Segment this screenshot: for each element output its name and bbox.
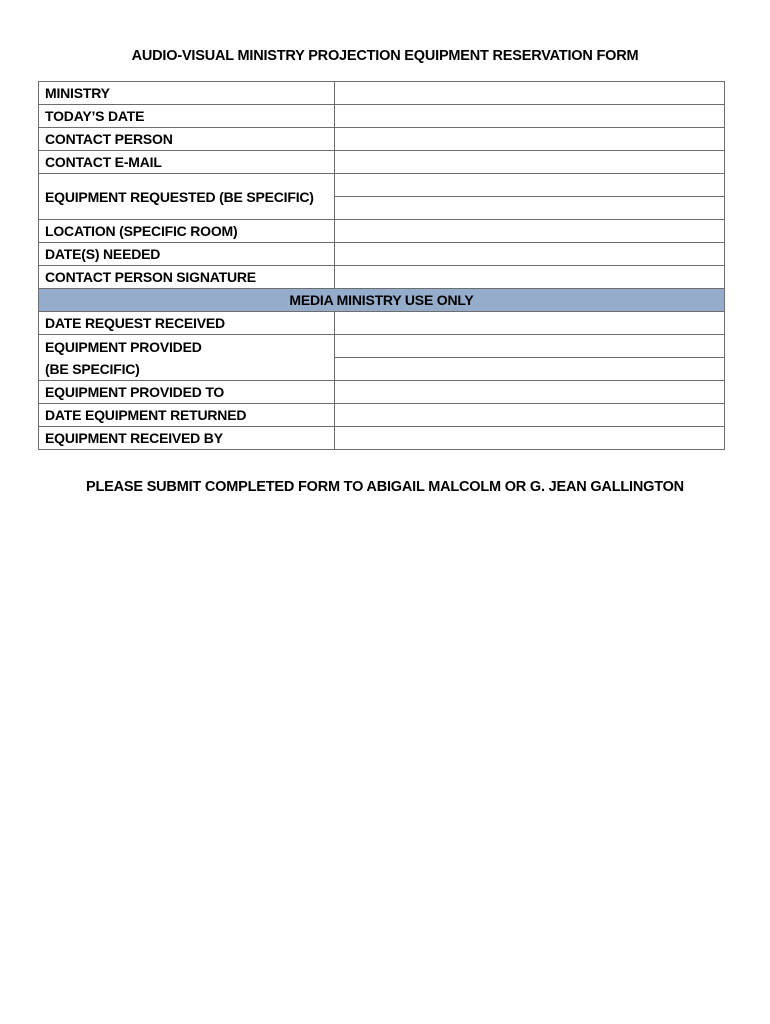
signature-field[interactable] — [335, 266, 725, 289]
equipment-requested-line-1[interactable] — [335, 175, 724, 197]
equipment-provided-to-label: EQUIPMENT PROVIDED TO — [39, 381, 335, 404]
date-request-received-label: DATE REQUEST RECEIVED — [39, 312, 335, 335]
equipment-requested-line-2[interactable] — [335, 197, 724, 219]
equipment-received-by-label: EQUIPMENT RECEIVED BY — [39, 427, 335, 450]
submission-instructions: PLEASE SUBMIT COMPLETED FORM TO ABIGAIL MALCOLM OR G. JEAN GALLINGTON — [86, 479, 684, 495]
equipment-requested-field[interactable] — [335, 174, 725, 220]
dates-needed-label: DATE(S) NEEDED — [39, 243, 335, 266]
todays-date-label: TODAY’S DATE — [39, 105, 335, 128]
equipment-provided-line-1[interactable] — [335, 336, 724, 358]
equipment-provided-field[interactable] — [335, 335, 725, 381]
contact-email-field[interactable] — [335, 151, 725, 174]
equipment-provided-label-line-1: EQUIPMENT PROVIDED — [45, 338, 202, 355]
location-label: LOCATION (SPECIFIC ROOM) — [39, 220, 335, 243]
equipment-provided-to-field[interactable] — [335, 381, 725, 404]
todays-date-field[interactable] — [335, 105, 725, 128]
reservation-form-table — [38, 81, 725, 450]
form-title: AUDIO-VISUAL MINISTRY PROJECTION EQUIPMENT RESERVATION FORM — [131, 48, 639, 64]
equipment-provided-line-2[interactable] — [335, 358, 724, 380]
ministry-label: MINISTRY — [39, 82, 335, 105]
equipment-provided-label-line-2: (BE SPECIFIC) — [45, 360, 140, 377]
date-equipment-returned-field[interactable] — [335, 404, 725, 427]
ministry-field[interactable] — [335, 82, 725, 105]
date-request-received-field[interactable] — [335, 312, 725, 335]
contact-person-field[interactable] — [335, 128, 725, 151]
equipment-requested-label: EQUIPMENT REQUESTED (BE SPECIFIC) — [39, 174, 335, 220]
location-field[interactable] — [335, 220, 725, 243]
equipment-provided-label — [39, 335, 335, 381]
dates-needed-field[interactable] — [335, 243, 725, 266]
date-equipment-returned-label: DATE EQUIPMENT RETURNED — [39, 404, 335, 427]
contact-person-label: CONTACT PERSON — [39, 128, 335, 151]
contact-email-label: CONTACT E-MAIL — [39, 151, 335, 174]
media-ministry-heading: MEDIA MINISTRY USE ONLY — [39, 289, 725, 312]
signature-label: CONTACT PERSON SIGNATURE — [39, 266, 335, 289]
equipment-received-by-field[interactable] — [335, 427, 725, 450]
